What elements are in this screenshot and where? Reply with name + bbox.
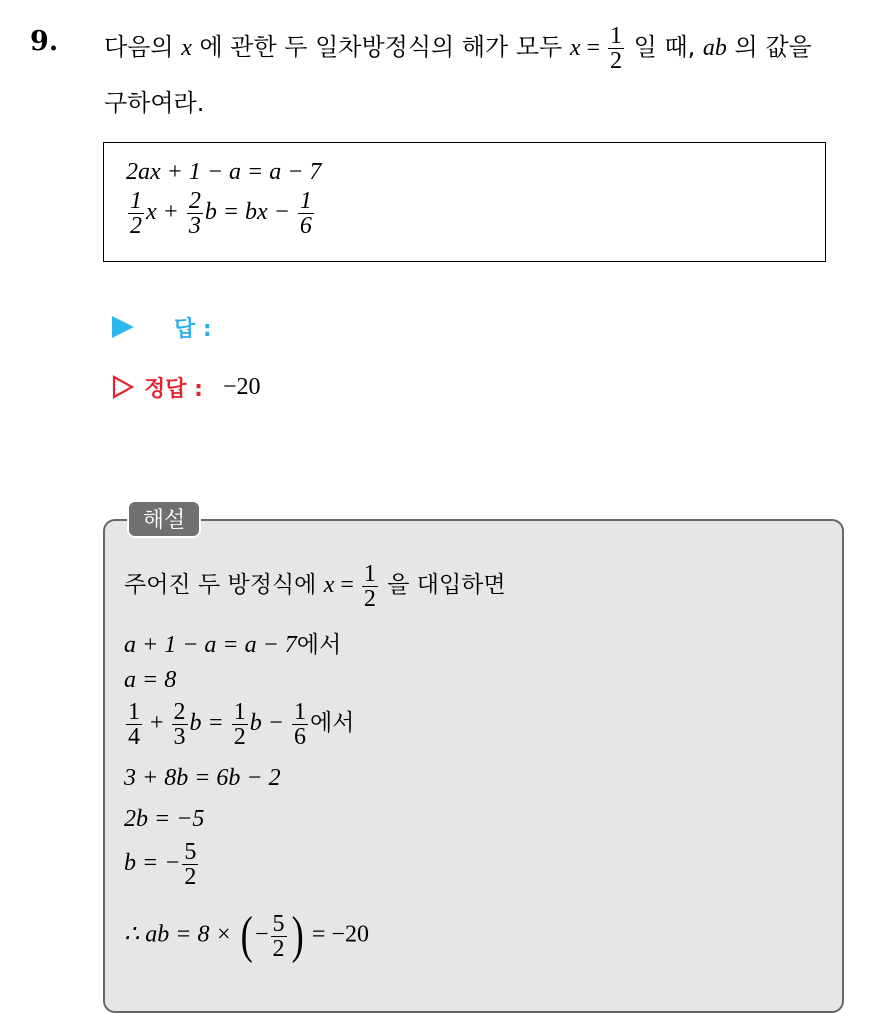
solution-line-8 (124, 907, 369, 964)
numerator: 2 (173, 699, 186, 725)
denominator: 2 (233, 724, 246, 750)
equals-sign: = (334, 572, 360, 599)
equation-part: x + (146, 199, 185, 226)
solution-text: 을 대입하면 (379, 572, 506, 599)
solution-math: + (144, 710, 170, 737)
fraction (362, 562, 378, 611)
question-text-part: 의 값을 (726, 33, 812, 61)
correct-answer-value: −20 (222, 373, 261, 400)
numerator: 1 (293, 699, 306, 725)
question-text-part: 다음의 (104, 33, 182, 61)
solution-text: 주어진 두 방정식에 (124, 572, 324, 599)
fraction-one-half (608, 24, 624, 73)
play-triangle-icon (112, 316, 134, 338)
outline-triangle-icon (112, 375, 134, 399)
fraction (172, 700, 188, 749)
fraction (187, 189, 203, 238)
equation-2 (126, 189, 316, 238)
numerator: 5 (184, 839, 197, 865)
solution-math: = −20 (305, 921, 369, 948)
variable-ab: ab (702, 35, 727, 61)
fraction (271, 912, 287, 961)
solution-line-5: 3 + 8b = 6b − 2 (124, 765, 281, 791)
denominator: 6 (293, 724, 306, 750)
denominator: 3 (188, 213, 201, 239)
fraction (292, 700, 308, 749)
solution-math: b = (189, 710, 230, 737)
solution-text: 에서 (296, 632, 342, 658)
denominator: 2 (272, 935, 285, 962)
solution-line-7 (124, 840, 200, 889)
numerator: 1 (299, 188, 312, 214)
denominator: 2 (363, 586, 376, 612)
equation-part: b = bx − (204, 199, 296, 226)
minus-sign: − (255, 921, 269, 948)
fraction (232, 700, 248, 749)
denominator: 4 (128, 724, 140, 750)
numerator: 5 (272, 910, 285, 937)
numerator: 1 (363, 561, 376, 587)
solution-tab: 해설 (127, 500, 201, 538)
question-text-part: 에 관한 두 일차방정식의 해가 모두 (191, 33, 570, 61)
denominator: 2 (184, 864, 197, 890)
equals-sign: = (580, 35, 607, 61)
question-number: 9. (30, 26, 59, 57)
fraction (182, 840, 198, 889)
numerator: 1 (130, 188, 142, 214)
denominator: 3 (173, 724, 186, 750)
numerator: 1 (610, 23, 623, 49)
fraction (126, 700, 142, 749)
fraction (128, 189, 144, 238)
fraction (298, 189, 314, 238)
denominator: 6 (299, 213, 312, 239)
denominator: 2 (130, 213, 142, 239)
solution-line-6: 2b = −5 (124, 806, 205, 832)
numerator: 2 (188, 188, 201, 214)
solution-math: a + 1 − a = a − 7 (124, 632, 297, 658)
question-text-line1 (104, 24, 812, 73)
question-text-line2: 구하여라. (104, 89, 205, 117)
solution-line-1 (124, 562, 506, 611)
answer-row (112, 310, 212, 344)
equation-1: 2ax + 1 − a = a − 7 (126, 159, 322, 185)
variable-x: x (323, 572, 335, 599)
numerator: 1 (128, 699, 140, 725)
solution-math: ∴ ab = 8 × (124, 921, 238, 948)
question-text-part: 일 때, (626, 33, 703, 61)
solution-line-3: a = 8 (124, 667, 177, 693)
denominator: 2 (610, 48, 623, 74)
right-paren: ) (291, 907, 304, 964)
solution-math: b − (249, 710, 290, 737)
solution-text: 에서 (309, 710, 355, 737)
answer-label: 답 : (174, 316, 212, 342)
left-paren: ( (240, 907, 253, 964)
solution-math: b = − (124, 850, 181, 877)
solution-line-4 (124, 700, 354, 749)
equation-box (103, 142, 826, 262)
numerator: 1 (233, 699, 246, 725)
correct-answer-row (112, 370, 261, 404)
solution-line-2 (124, 626, 341, 659)
variable-x: x (569, 35, 581, 61)
variable-x: x (181, 35, 192, 61)
correct-answer-label: 정답 : (144, 376, 203, 402)
